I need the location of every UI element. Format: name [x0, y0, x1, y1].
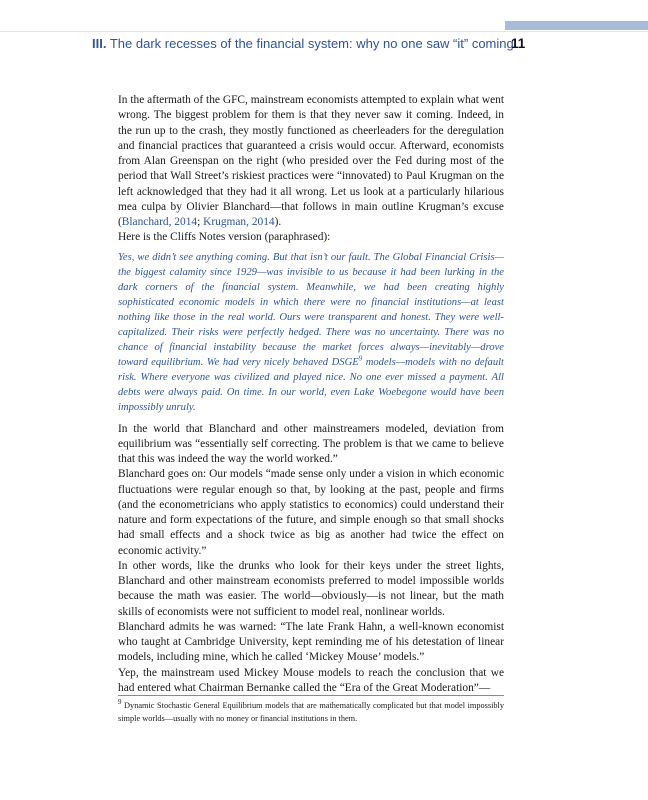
paragraph-4: Blanchard goes on: Our models “made sense only under a vision in which economic fluctuations were regular enough so that, by looking at the past, people and firms (and the econometricians who apply statistics to economics) could understand their nature and form expectations of the future, and simple enough so that small shocks had small effects and a shock twice as big as another had twice the effect on economic activity.”: [118, 468, 504, 557]
block-quote: Yes, we didn’t see anything coming. But that isn’t our fault. The Global Financial Crisis—the biggest calamity since 1929—was invisible to us because it had been lurking in the dark corners of the financial system. Meanwhile, we had been creating highly sophisticated economic models in which there were no financial institutions—at least nothing like those in the real world. Ours were transparent and honest. They were well-capitalized. Their risks were perfectly hedged. There was no uncertainty. There was no chance of financial instability because the market forces always—inevitably—drove toward equilibrium. We had very nicely behaved DSGE$^9$ models—models with no default risk. Where everyone was civilized and played nice. No one ever missed a payment. All debts were always paid. On time. In our world, even Lake Woebegone would have been impossibly unruly.: [118, 251, 505, 414]
footnote-marker: 9: [118, 698, 122, 707]
main-text: [118, 93, 504, 696]
footnote-rule: [118, 695, 504, 696]
paragraph-6: Blanchard admits he was warned: “The late Frank Hahn, a well-known economist who taught at Cambridge University, kept reminding me of his detestation of linear models, including mine, which he called ‘Mickey Mouse’ models.”: [118, 620, 504, 664]
footnote-text: Dynamic Stochastic General Equilibrium models that are mathematically complicated but that model impossibly simple worlds—usually with no money or financial institutions in them.: [118, 701, 504, 723]
part-label: III.: [92, 36, 107, 51]
paragraph-2: Here is the Cliffs Notes version (paraphrased):: [118, 231, 331, 244]
paragraph-3: In the world that Blanchard and other mainstreamers modeled, deviation from equilibrium was “essentially self correcting. The problem is that we came to believe that this was indeed the way the world worked.”: [118, 422, 504, 466]
footnote-ref[interactable]: 9: [358, 354, 363, 363]
page-number: 11: [511, 36, 526, 51]
citation-krugman[interactable]: Krugman, 2014: [203, 216, 275, 228]
header-accent-bar: [505, 21, 648, 30]
paragraph-5: In other words, like the drunks who look for their keys under the street lights, Blanchard and other mainstream economists preferred to model impossible worlds because the math was easier. The world—obviously—is not linear, but the math skills of economists were not sufficient to model real, nonlinear worlds.: [118, 559, 504, 618]
paragraph-1: In the aftermath of the GFC, mainstream economists attempted to explain what went wrong. The biggest problem for them is that they never saw it coming. Indeed, in the run up to the crash, they mostly functioned as cheerleaders for the deregulation and financial practices that guaranteed a crisis would occur. Afterward, economists from Alan Greenspan on the right (who presided over the Fed during most of the period that Wall Street’s riskiest practices were “innovated) to Paul Krugman on the left acknowledged that they had it all wrong. Let us look at a particularly hilarious mea culpa by Olivier Blanchard—that follows in main outline Krugman’s excuse (Blanchard, 2014; Krugman, 2014).: [118, 94, 504, 228]
paragraph-7: Yep, the mainstream used Mickey Mouse models to reach the conclusion that we had entered what Chairman Bernanke called the “Era of the Great Moderation”—: [118, 666, 504, 694]
section-title: The dark recesses of the financial system: why no one saw “it” coming: [109, 36, 514, 51]
citation-blanchard[interactable]: Blanchard, 2014: [121, 216, 198, 228]
running-header: [92, 36, 552, 54]
header-rule: [0, 31, 648, 32]
footnote: [118, 700, 504, 725]
